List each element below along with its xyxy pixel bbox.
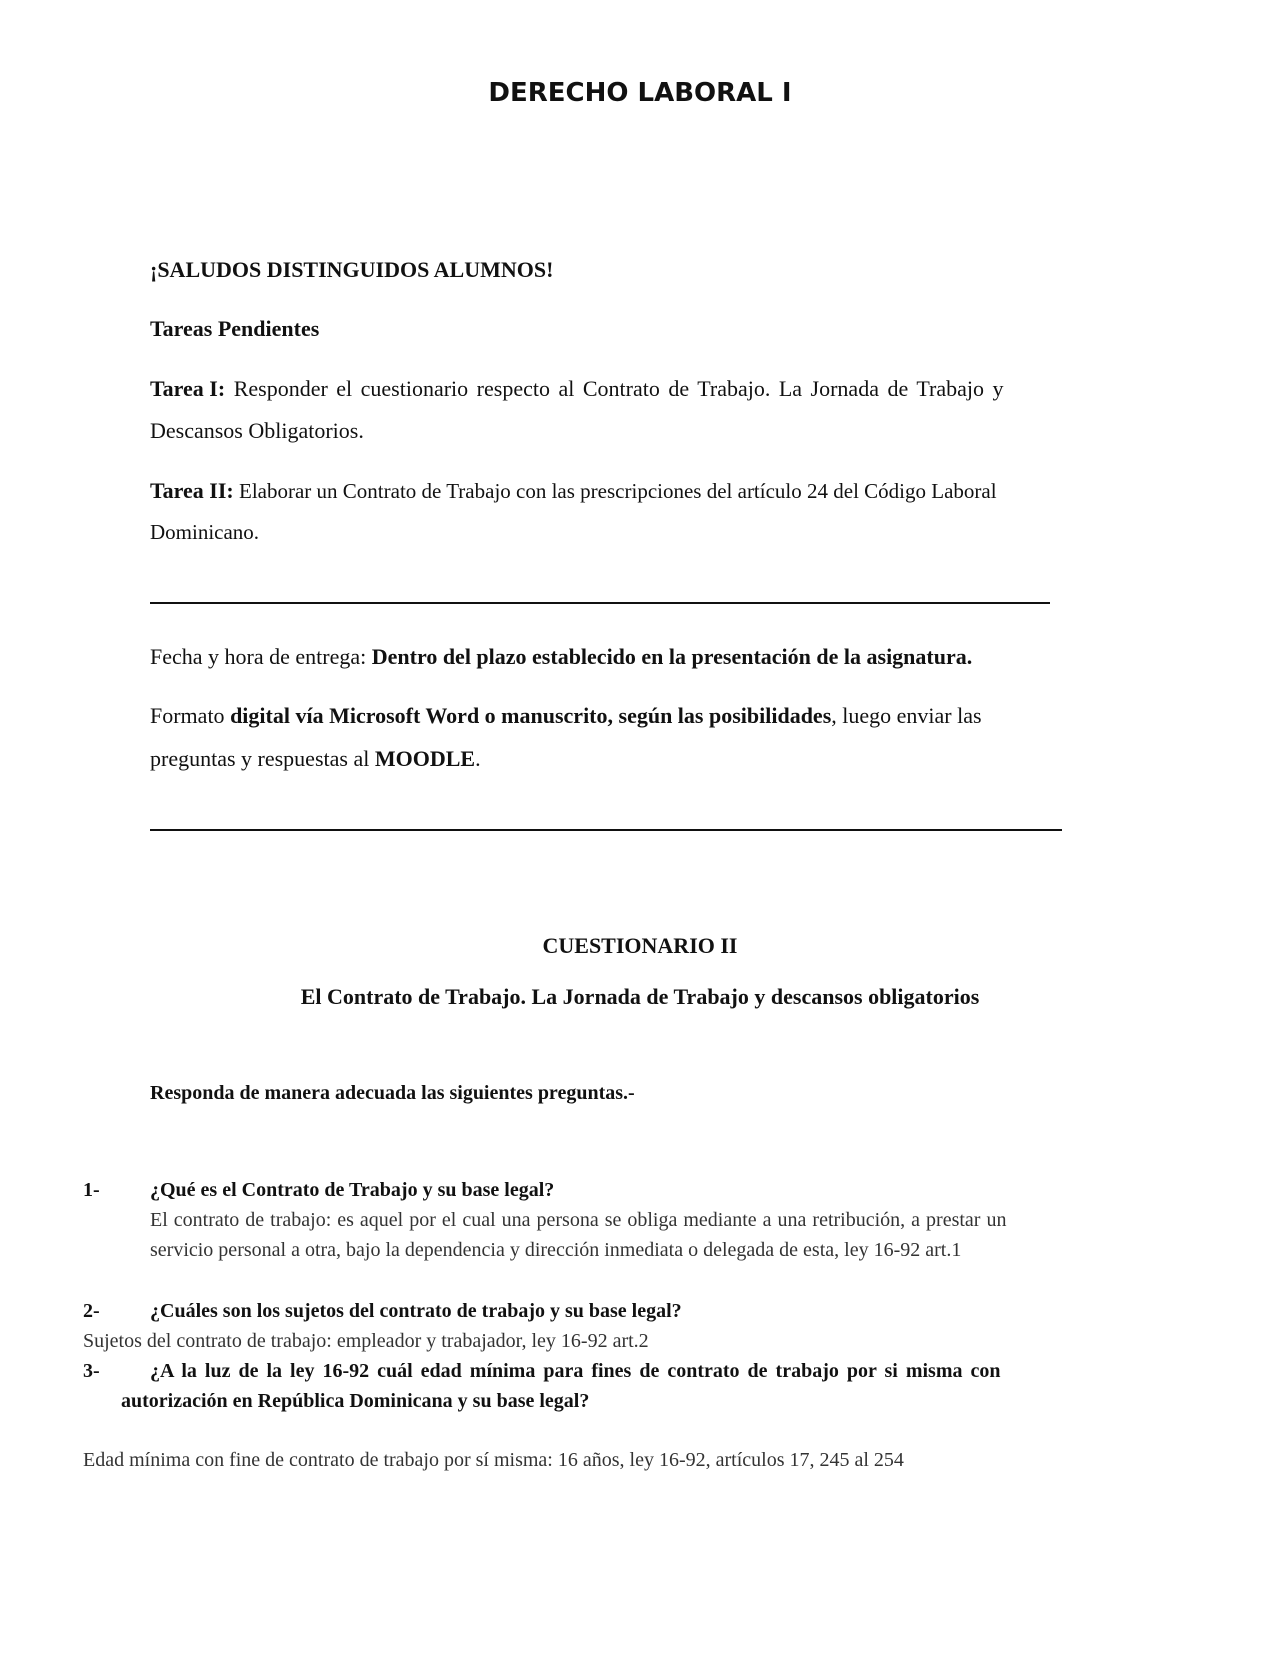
task-1-line-1 — [150, 376, 1003, 402]
questionnaire-subheading: El Contrato de Trabajo. La Jornada de Trabajo y descansos obligatorios — [300, 984, 980, 1009]
question-text: autorización en República Dominicana y su base legal? — [121, 1390, 590, 1412]
task-1-label: Tarea I: — [150, 376, 226, 401]
task-2-label: Tarea II: — [150, 478, 234, 503]
delivery-date-label: Fecha y hora de entrega: — [150, 644, 372, 669]
format-bold-text: digital vía Microsoft Word o manuscrito, según las posibilidades — [230, 703, 832, 728]
question-number: 2- — [83, 1300, 100, 1322]
format-suffix: , luego enviar las — [831, 703, 982, 728]
separator-rule — [150, 602, 1050, 604]
task-2-text: Elaborar un Contrato de Trabajo con las prescripciones del artículo 24 del Código Laboral — [233, 479, 997, 503]
question-text: ¿A la luz de la ley 16-92 cuál edad mínima para fines de contrato de trabajo por si misma con — [150, 1360, 1001, 1382]
question-text: ¿Qué es el Contrato de Trabajo y su base legal? — [150, 1179, 555, 1201]
format-line-2 — [150, 746, 481, 772]
answer-text: El contrato de trabajo: es aquel por el cual una persona se obliga mediante a una retribución, a prestar un — [150, 1209, 1007, 1231]
answer-text: Edad mínima con fine de contrato de trabajo por sí misma: 16 años, ley 16-92, artículos 17, 245 al 254 — [83, 1449, 904, 1471]
questionnaire-instruction: Responda de manera adecuada las siguientes preguntas.- — [150, 1082, 635, 1104]
question-number: 3- — [83, 1360, 100, 1382]
document-title: DERECHO LABORAL I — [488, 78, 792, 108]
separator-rule — [150, 829, 1062, 831]
pending-tasks-heading: Tareas Pendientes — [150, 316, 320, 341]
format-prefix: Formato — [150, 703, 231, 728]
task-1-text: Responder el cuestionario respecto al Contrato de Trabajo. La Jornada de Trabajo y — [225, 376, 1004, 401]
greeting: ¡SALUDOS DISTINGUIDOS ALUMNOS! — [150, 257, 554, 282]
question-number: 1- — [83, 1179, 100, 1201]
format-line-1 — [150, 703, 982, 729]
question-text: ¿Cuáles son los sujetos del contrato de trabajo y su base legal? — [150, 1300, 682, 1322]
answer-text: Sujetos del contrato de trabajo: empleador y trabajador, ley 16-92 art.2 — [83, 1330, 649, 1352]
format-line-2-prefix: preguntas y respuestas al — [150, 746, 375, 771]
delivery-date-value: Dentro del plazo establecido en la presentación de la asignatura. — [371, 644, 973, 669]
questionnaire-heading: CUESTIONARIO II — [542, 933, 738, 958]
delivery-date — [150, 644, 972, 670]
answer-text: servicio personal a otra, bajo la dependencia y dirección inmediata o delegada de esta, ley 16-92 art.1 — [150, 1239, 962, 1261]
task-2-line-1 — [150, 478, 997, 504]
moodle-label: MOODLE — [374, 746, 476, 771]
task-2-line-2: Dominicano. — [150, 520, 260, 544]
task-1-line-2: Descansos Obligatorios. — [150, 418, 364, 443]
format-line-2-suffix: . — [475, 746, 481, 771]
